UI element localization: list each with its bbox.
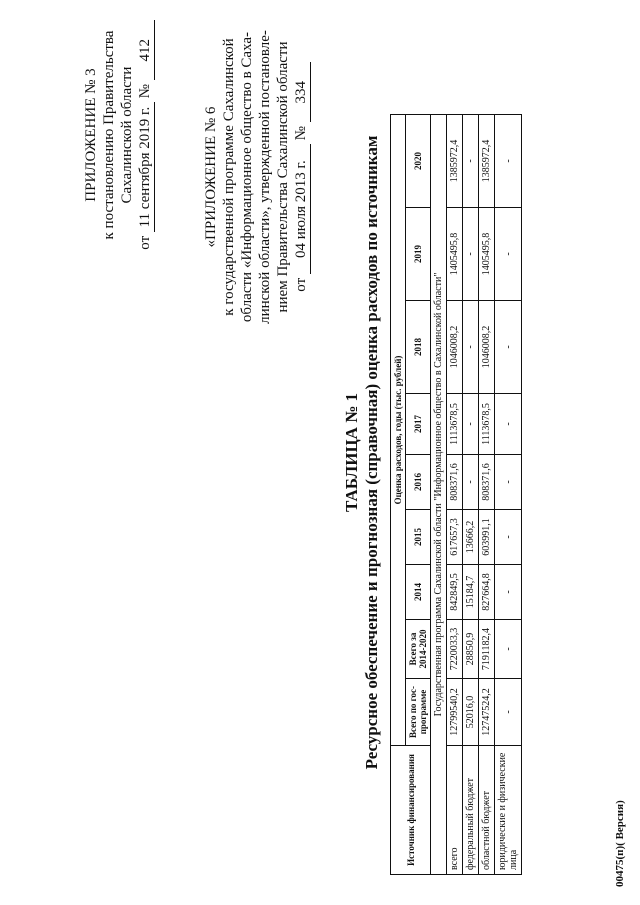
row-value-cell: - <box>463 394 479 455</box>
table-row <box>495 115 522 875</box>
table-header-row-1 <box>391 115 406 875</box>
row-value-cell: - <box>495 620 522 679</box>
row-value-cell: 1046008,2 <box>447 301 463 394</box>
row-value-cell: - <box>495 679 522 746</box>
row-value-cell: - <box>495 565 522 620</box>
annex-3-number-label: № <box>137 84 153 99</box>
row-value-cell: - <box>495 115 522 208</box>
row-source-label: юридические и физические лица <box>495 746 522 875</box>
annex-6-line-4: нием Правительства Сахалинской области <box>275 41 291 313</box>
annex-3-line-1: к постановлению Правительства <box>101 30 117 240</box>
header-total-period: Всего за 2014-2020 <box>406 620 431 679</box>
annex-6-line-2: области «Информационное общество в Саха- <box>239 31 255 323</box>
row-value-cell: - <box>495 301 522 394</box>
row-value-cell: - <box>495 394 522 455</box>
row-value-cell: 15184,7 <box>463 565 479 620</box>
row-value-cell: 12747524,2 <box>479 679 495 746</box>
annex-6-date-line <box>292 5 311 349</box>
annex-6-number-label: № <box>293 126 309 141</box>
row-source-label: всего <box>447 746 463 875</box>
row-source-label: федеральный бюджет <box>463 746 479 875</box>
header-source: Источник финансирования <box>391 746 431 875</box>
row-value-cell: 12799540,2 <box>447 679 463 746</box>
table-number-heading: ТАБЛИЦА № 1 <box>342 392 361 513</box>
annex-3-from-label: от <box>137 235 153 250</box>
annex-6-number: 334 <box>292 62 311 122</box>
row-value-cell: 603991,1 <box>479 510 495 565</box>
row-value-cell: 1405495,8 <box>479 208 495 301</box>
table-row <box>463 115 479 875</box>
row-value-cell: 28850,9 <box>463 620 479 679</box>
annex-3-title: ПРИЛОЖЕНИЕ № 3 <box>83 68 99 202</box>
row-value-cell: 52016,0 <box>463 679 479 746</box>
row-value-cell: 808371,6 <box>479 455 495 510</box>
table-title <box>342 0 383 905</box>
row-value-cell: 827664,8 <box>479 565 495 620</box>
row-value-cell: 1113678,5 <box>479 394 495 455</box>
row-value-cell: 13666,2 <box>463 510 479 565</box>
header-year: 2015 <box>406 510 431 565</box>
row-value-cell: 1046008,2 <box>479 301 495 394</box>
header-year: 2020 <box>406 115 431 208</box>
header-year: 2019 <box>406 208 431 301</box>
table-body <box>447 115 522 875</box>
table-caption: Ресурсное обеспечение и прогнозная (справочная) оценка расходов по источникам <box>362 135 382 770</box>
annex-3-header <box>82 5 155 265</box>
row-value-cell: - <box>463 455 479 510</box>
annex-6-date: 04 июля 2013 г. <box>292 144 311 274</box>
annex-3-date: 11 сентября 2019 г. <box>136 102 155 232</box>
row-value-cell: - <box>495 208 522 301</box>
row-value-cell: 808371,6 <box>447 455 463 510</box>
header-year: 2017 <box>406 394 431 455</box>
annex-3-number: 412 <box>136 20 155 80</box>
row-value-cell: 1385972,4 <box>447 115 463 208</box>
annex-3-line-2: Сахалинской области <box>119 66 135 204</box>
annex-6-line-1: к государственной программе Сахалинской <box>221 38 237 316</box>
row-value-cell: - <box>463 301 479 394</box>
row-value-cell: - <box>463 208 479 301</box>
program-title-row <box>431 115 447 875</box>
row-value-cell: 617657,3 <box>447 510 463 565</box>
header-year: 2014 <box>406 565 431 620</box>
row-value-cell: 1405495,8 <box>447 208 463 301</box>
row-value-cell: 842849,5 <box>447 565 463 620</box>
row-value-cell: 1385972,4 <box>479 115 495 208</box>
row-value-cell: 7220033,3 <box>447 620 463 679</box>
row-value-cell: 1113678,5 <box>447 394 463 455</box>
program-title: Государственная программа Сахалинской области "Информационное общество в Сахалинской области" <box>431 115 447 875</box>
row-value-cell: 7191182,4 <box>479 620 495 679</box>
annex-6-header <box>202 5 311 349</box>
annex-6-line-3: линской области», утвержденной постановле- <box>257 30 273 324</box>
table-row <box>447 115 463 875</box>
document-code: 00475(п)( Версия) <box>614 800 626 887</box>
header-total-program: Всего по гос-программе <box>406 679 431 746</box>
header-estimate-group: Оценка расходов, годы (тыс. рублей) <box>391 115 406 746</box>
row-source-label: областной бюджет <box>479 746 495 875</box>
annex-6-from-label: от <box>293 277 309 292</box>
annex-6-title: «ПРИЛОЖЕНИЕ № 6 <box>203 106 219 248</box>
resource-table <box>390 114 522 875</box>
row-value-cell: - <box>495 455 522 510</box>
annex-3-date-line <box>136 5 155 265</box>
row-value-cell: - <box>463 115 479 208</box>
header-year: 2018 <box>406 301 431 394</box>
row-value-cell: - <box>495 510 522 565</box>
header-year: 2016 <box>406 455 431 510</box>
table-row <box>479 115 495 875</box>
